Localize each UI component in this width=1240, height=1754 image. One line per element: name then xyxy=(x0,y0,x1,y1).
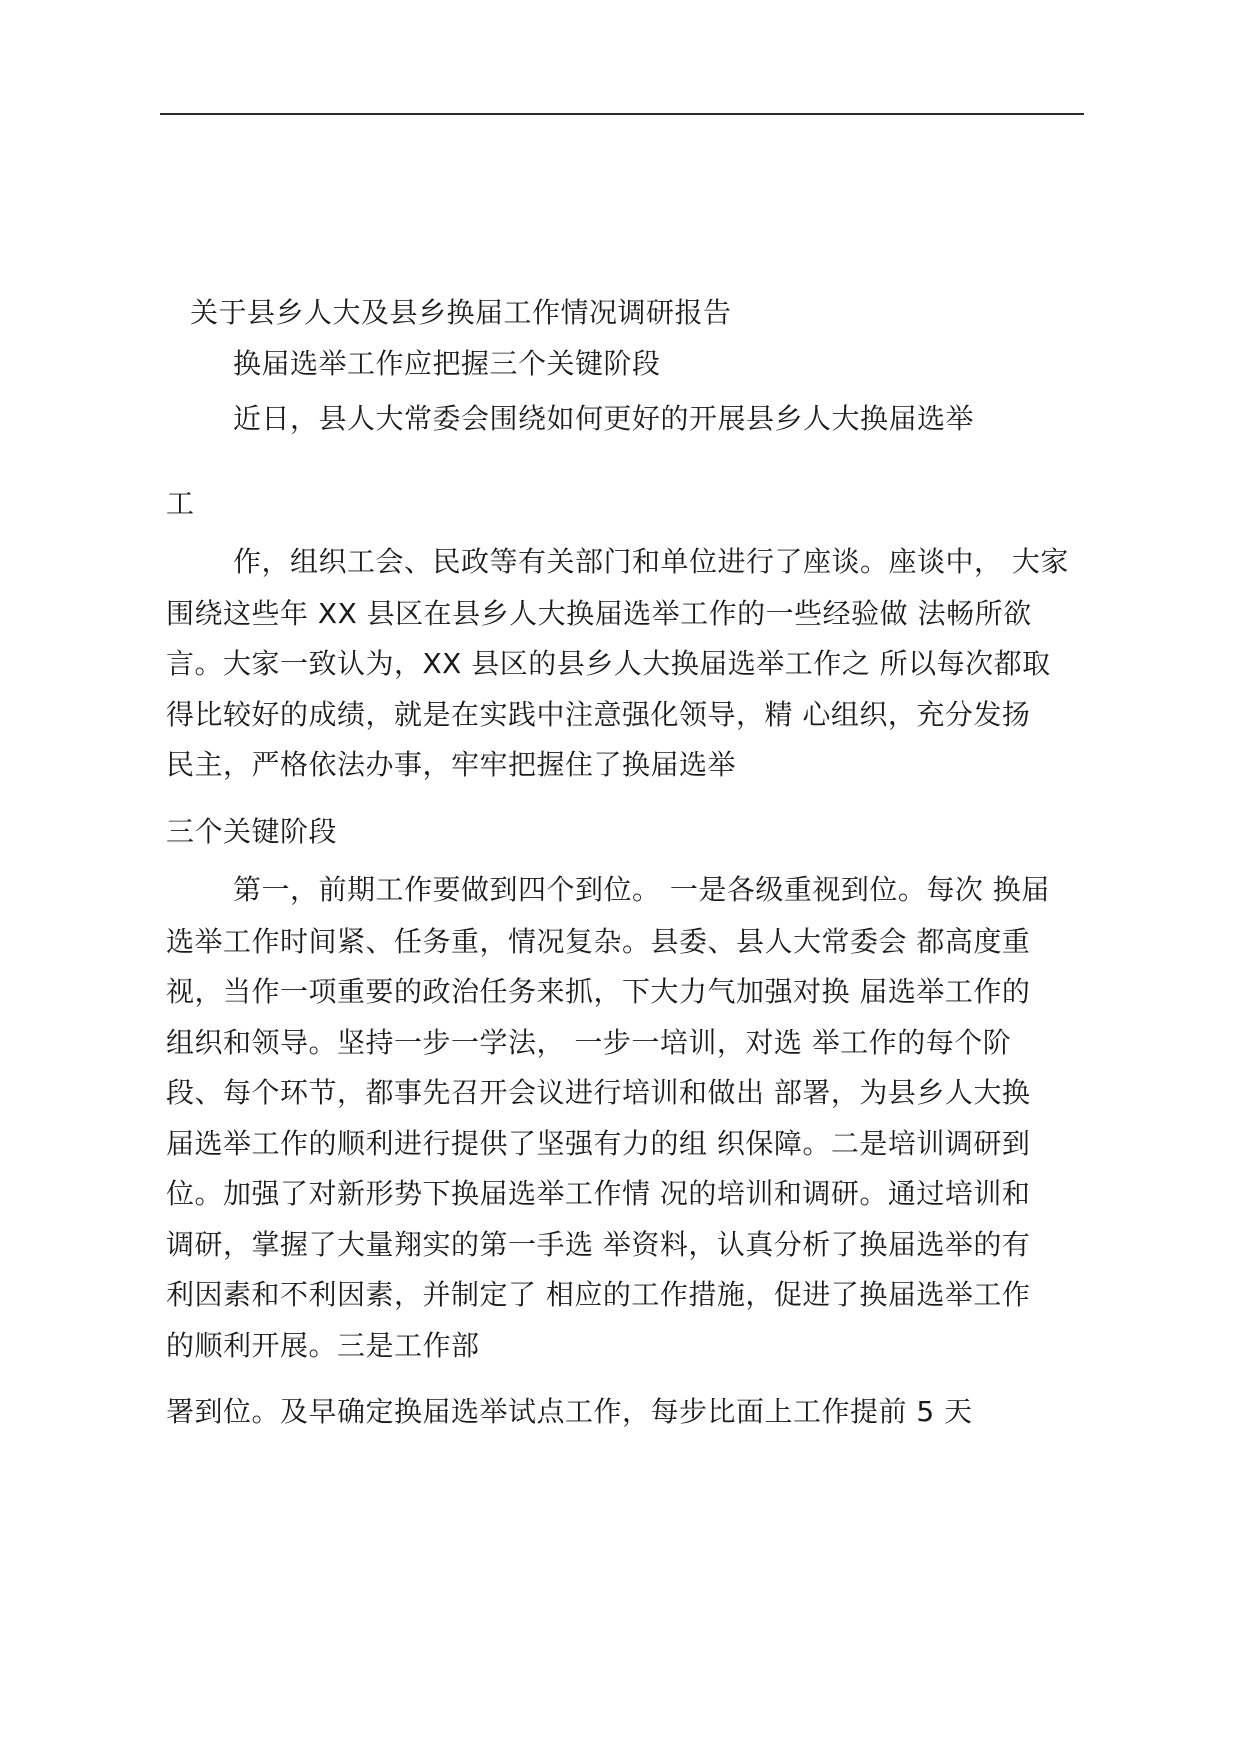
body-line-15: 位。加强了对新形势下换届选举工作情 况的培训和调研。通过培训和 xyxy=(166,1177,1031,1210)
body-line-14: 届选举工作的顺利进行提供了坚强有力的组 织保障。二是培训调研到 xyxy=(166,1127,1031,1160)
report-subtitle: 换届选举工作应把握三个关键阶段 xyxy=(233,347,661,380)
body-line-18: 的顺利开展。三是工作部 xyxy=(166,1329,480,1362)
body-line-12: 组织和领导。坚持一步一学法， 一步一培训，对选 举工作的每个阶 xyxy=(166,1026,1012,1059)
header-rule xyxy=(160,113,1084,115)
body-line-6: 得比较好的成绩，就是在实践中注意强化领导，精 心组织，充分发扬 xyxy=(166,698,1031,731)
body-line-2: 工 xyxy=(166,487,195,520)
body-line-17: 利因素和不利因素，并制定了 相应的工作措施，促进了换届选举工作 xyxy=(166,1278,1031,1311)
body-line-1: 近日，县人大常委会围绕如何更好的开展县乡人大换届选举 xyxy=(233,402,975,435)
body-line-3: 作，组织工会、民政等有关部门和单位进行了座谈。座谈中， 大家 xyxy=(233,545,1069,578)
body-line-5: 言。大家一致认为，XX 县区的县乡人大换届选举工作之 所以每次都取 xyxy=(166,647,1051,680)
body-line-16: 调研，掌握了大量翔实的第一手选 举资料，认真分析了换届选举的有 xyxy=(166,1228,1031,1261)
body-line-11: 视，当作一项重要的政治任务来抓，下大力气加强对换 届选举工作的 xyxy=(166,975,1031,1008)
body-line-7: 民主，严格依法办事，牢牢把握住了换届选举 xyxy=(166,748,737,781)
body-line-4: 围绕这些年 XX 县区在县乡人大换届选举工作的一些经验做 法畅所欲 xyxy=(166,597,1032,630)
body-line-13: 段、每个环节，都事先召开会议进行培训和做出 部署，为县乡人大换 xyxy=(166,1076,1031,1109)
body-line-19: 署到位。及早确定换届选举试点工作，每步比面上工作提前 5 天 xyxy=(166,1395,973,1428)
report-title: 关于县乡人大及县乡换届工作情况调研报告 xyxy=(190,296,732,329)
body-line-9: 第一，前期工作要做到四个到位。 一是各级重视到位。每次 换届 xyxy=(233,873,1050,906)
section-heading: 三个关键阶段 xyxy=(166,815,338,848)
body-line-10: 选举工作时间紧、任务重，情况复杂。县委、县人大常委会 都高度重 xyxy=(166,925,1031,958)
